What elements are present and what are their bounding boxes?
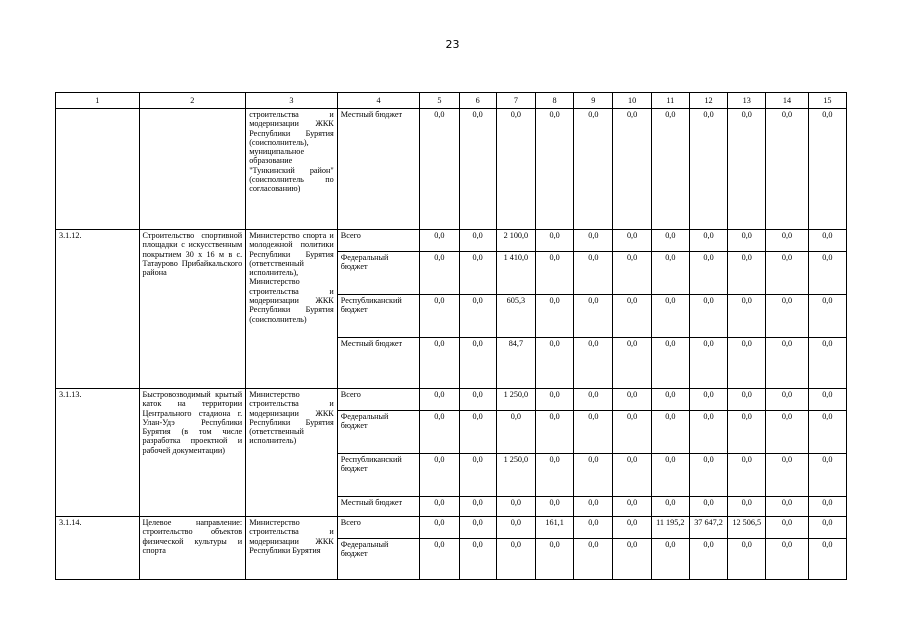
value-cell: 0,0 xyxy=(420,109,459,230)
value-cell: 0,0 xyxy=(420,230,459,252)
value-cell: 0,0 xyxy=(459,517,496,539)
funding-source-cell: Республиканский бюджет xyxy=(337,295,420,338)
value-cell: 0,0 xyxy=(689,252,727,295)
value-cell: 0,0 xyxy=(808,539,846,580)
value-cell: 0,0 xyxy=(651,295,689,338)
value-cell: 12 506,5 xyxy=(728,517,766,539)
value-cell: 0,0 xyxy=(613,517,651,539)
value-cell: 0,0 xyxy=(651,497,689,517)
value-cell: 11 195,2 xyxy=(651,517,689,539)
responsible-cell: строительства и модернизации ЖКК Республики Бурятия (соисполнитель), муниципальное образование "Тункинский район" (соисполнитель по согласованию) xyxy=(246,109,338,230)
value-cell: 605,3 xyxy=(496,295,535,338)
value-cell: 0,0 xyxy=(808,389,846,411)
value-cell: 0,0 xyxy=(766,497,808,517)
value-cell: 0,0 xyxy=(689,230,727,252)
header-cell: 6 xyxy=(459,93,496,109)
value-cell: 0,0 xyxy=(459,230,496,252)
value-cell: 0,0 xyxy=(574,109,613,230)
value-cell: 0,0 xyxy=(574,389,613,411)
funding-source-cell: Местный бюджет xyxy=(337,338,420,389)
value-cell: 0,0 xyxy=(420,497,459,517)
item-code-cell: 3.1.13. xyxy=(56,389,140,517)
value-cell: 0,0 xyxy=(689,109,727,230)
value-cell: 0,0 xyxy=(420,252,459,295)
value-cell: 0,0 xyxy=(613,497,651,517)
value-cell: 0,0 xyxy=(420,389,459,411)
value-cell: 0,0 xyxy=(613,411,651,454)
value-cell: 0,0 xyxy=(613,230,651,252)
value-cell: 0,0 xyxy=(728,230,766,252)
funding-source-cell: Республиканский бюджет xyxy=(337,454,420,497)
value-cell: 0,0 xyxy=(420,295,459,338)
value-cell: 0,0 xyxy=(651,230,689,252)
value-cell: 0,0 xyxy=(766,338,808,389)
value-cell: 0,0 xyxy=(535,497,573,517)
value-cell: 0,0 xyxy=(651,109,689,230)
value-cell: 0,0 xyxy=(766,252,808,295)
value-cell: 0,0 xyxy=(808,252,846,295)
value-cell: 0,0 xyxy=(808,454,846,497)
item-name-cell: Целевое направление: строительство объектов физической культуры и спорта xyxy=(139,517,246,580)
value-cell: 0,0 xyxy=(496,497,535,517)
page-number: 23 xyxy=(445,38,460,51)
value-cell: 0,0 xyxy=(728,411,766,454)
value-cell: 0,0 xyxy=(651,338,689,389)
header-cell: 11 xyxy=(651,93,689,109)
header-cell: 14 xyxy=(766,93,808,109)
value-cell: 0,0 xyxy=(420,517,459,539)
value-cell: 0,0 xyxy=(651,389,689,411)
value-cell: 0,0 xyxy=(496,411,535,454)
table-row xyxy=(56,517,847,539)
value-cell: 0,0 xyxy=(651,454,689,497)
value-cell: 0,0 xyxy=(766,411,808,454)
header-cell: 2 xyxy=(139,93,246,109)
table-row xyxy=(56,109,847,230)
funding-source-cell: Местный бюджет xyxy=(337,497,420,517)
value-cell: 1 250,0 xyxy=(496,389,535,411)
value-cell: 0,0 xyxy=(459,497,496,517)
value-cell: 0,0 xyxy=(728,497,766,517)
value-cell: 0,0 xyxy=(766,389,808,411)
value-cell: 0,0 xyxy=(459,338,496,389)
table-row xyxy=(56,230,847,252)
value-cell: 0,0 xyxy=(728,109,766,230)
table-row xyxy=(56,389,847,411)
header-cell: 4 xyxy=(337,93,420,109)
value-cell: 0,0 xyxy=(689,539,727,580)
value-cell: 161,1 xyxy=(535,517,573,539)
value-cell: 0,0 xyxy=(613,109,651,230)
value-cell: 0,0 xyxy=(535,109,573,230)
value-cell: 0,0 xyxy=(728,338,766,389)
item-code-cell: 3.1.12. xyxy=(56,230,140,389)
value-cell: 0,0 xyxy=(420,411,459,454)
value-cell: 0,0 xyxy=(459,454,496,497)
item-name-cell: Строительство спортивной площадки с искусственным покрытием 30 x 16 м в с. Татаурово Прибайкальского района xyxy=(139,230,246,389)
item-code-cell: 3.1.14. xyxy=(56,517,140,580)
funding-source-cell: Федеральный бюджет xyxy=(337,252,420,295)
value-cell: 0,0 xyxy=(496,109,535,230)
value-cell: 0,0 xyxy=(808,230,846,252)
value-cell: 0,0 xyxy=(766,230,808,252)
value-cell: 0,0 xyxy=(574,295,613,338)
value-cell: 0,0 xyxy=(574,517,613,539)
value-cell: 0,0 xyxy=(689,295,727,338)
value-cell: 0,0 xyxy=(574,338,613,389)
value-cell: 0,0 xyxy=(689,389,727,411)
item-name-cell: Быстровозводимый крытый каток на территории Центрального стадиона г. Улан-Удэ Республики Бурятия (в том числе разработка проектной и рабочей документации) xyxy=(139,389,246,517)
value-cell: 0,0 xyxy=(574,539,613,580)
value-cell: 0,0 xyxy=(728,295,766,338)
value-cell: 0,0 xyxy=(613,389,651,411)
value-cell: 0,0 xyxy=(808,295,846,338)
responsible-cell: Министерство строительства и модернизации ЖКК Республики Бурятия xyxy=(246,517,338,580)
value-cell: 0,0 xyxy=(496,517,535,539)
value-cell: 0,0 xyxy=(535,454,573,497)
value-cell: 0,0 xyxy=(574,252,613,295)
header-cell: 15 xyxy=(808,93,846,109)
value-cell: 0,0 xyxy=(496,539,535,580)
value-cell: 0,0 xyxy=(535,230,573,252)
responsible-cell: Министерство строительства и модернизации ЖКК Республики Бурятия (ответственный исполнитель) xyxy=(246,389,338,517)
value-cell: 0,0 xyxy=(535,295,573,338)
value-cell: 0,0 xyxy=(808,497,846,517)
value-cell: 0,0 xyxy=(808,411,846,454)
value-cell: 0,0 xyxy=(574,454,613,497)
value-cell: 0,0 xyxy=(689,497,727,517)
value-cell: 0,0 xyxy=(459,411,496,454)
header-cell: 3 xyxy=(246,93,338,109)
value-cell: 0,0 xyxy=(689,454,727,497)
value-cell: 0,0 xyxy=(689,338,727,389)
value-cell: 0,0 xyxy=(766,454,808,497)
value-cell: 0,0 xyxy=(728,252,766,295)
value-cell: 37 647,2 xyxy=(689,517,727,539)
value-cell: 0,0 xyxy=(651,411,689,454)
value-cell: 0,0 xyxy=(420,454,459,497)
value-cell: 0,0 xyxy=(651,539,689,580)
value-cell: 0,0 xyxy=(574,497,613,517)
value-cell: 0,0 xyxy=(766,295,808,338)
header-row xyxy=(56,93,847,109)
funding-source-cell: Всего xyxy=(337,517,420,539)
value-cell: 0,0 xyxy=(728,539,766,580)
header-cell: 1 xyxy=(56,93,140,109)
value-cell: 0,0 xyxy=(808,338,846,389)
item-name-cell xyxy=(139,109,246,230)
value-cell: 2 100,0 xyxy=(496,230,535,252)
value-cell: 0,0 xyxy=(459,295,496,338)
value-cell: 0,0 xyxy=(459,539,496,580)
funding-source-cell: Всего xyxy=(337,389,420,411)
header-cell: 8 xyxy=(535,93,573,109)
value-cell: 0,0 xyxy=(766,109,808,230)
item-code-cell xyxy=(56,109,140,230)
value-cell: 0,0 xyxy=(535,539,573,580)
value-cell: 0,0 xyxy=(613,539,651,580)
funding-source-cell: Федеральный бюджет xyxy=(337,539,420,580)
value-cell: 0,0 xyxy=(535,252,573,295)
value-cell: 84,7 xyxy=(496,338,535,389)
funding-source-cell: Местный бюджет xyxy=(337,109,420,230)
value-cell: 0,0 xyxy=(651,252,689,295)
value-cell: 0,0 xyxy=(613,252,651,295)
value-cell: 0,0 xyxy=(420,338,459,389)
value-cell: 0,0 xyxy=(535,338,573,389)
value-cell: 0,0 xyxy=(459,389,496,411)
value-cell: 0,0 xyxy=(574,230,613,252)
value-cell: 0,0 xyxy=(728,454,766,497)
value-cell: 0,0 xyxy=(613,338,651,389)
header-cell: 13 xyxy=(728,93,766,109)
value-cell: 0,0 xyxy=(689,411,727,454)
value-cell: 0,0 xyxy=(766,517,808,539)
value-cell: 0,0 xyxy=(808,517,846,539)
value-cell: 0,0 xyxy=(574,411,613,454)
table-body xyxy=(56,93,847,580)
value-cell: 0,0 xyxy=(613,295,651,338)
value-cell: 0,0 xyxy=(535,411,573,454)
value-cell: 0,0 xyxy=(613,454,651,497)
value-cell: 0,0 xyxy=(420,539,459,580)
header-cell: 7 xyxy=(496,93,535,109)
value-cell: 0,0 xyxy=(766,539,808,580)
value-cell: 0,0 xyxy=(808,109,846,230)
responsible-cell: Министерство спорта и молодежной политики Республики Бурятия (ответственный исполнитель), Министерство строительства и модернизации ЖКК Республики Бурятия (соисполнитель) xyxy=(246,230,338,389)
funding-source-cell: Федеральный бюджет xyxy=(337,411,420,454)
budget-table xyxy=(55,92,847,580)
funding-source-cell: Всего xyxy=(337,230,420,252)
header-cell: 10 xyxy=(613,93,651,109)
value-cell: 0,0 xyxy=(459,252,496,295)
value-cell: 1 250,0 xyxy=(496,454,535,497)
header-cell: 9 xyxy=(574,93,613,109)
header-cell: 12 xyxy=(689,93,727,109)
value-cell: 1 410,0 xyxy=(496,252,535,295)
header-cell: 5 xyxy=(420,93,459,109)
value-cell: 0,0 xyxy=(535,389,573,411)
value-cell: 0,0 xyxy=(459,109,496,230)
value-cell: 0,0 xyxy=(728,389,766,411)
